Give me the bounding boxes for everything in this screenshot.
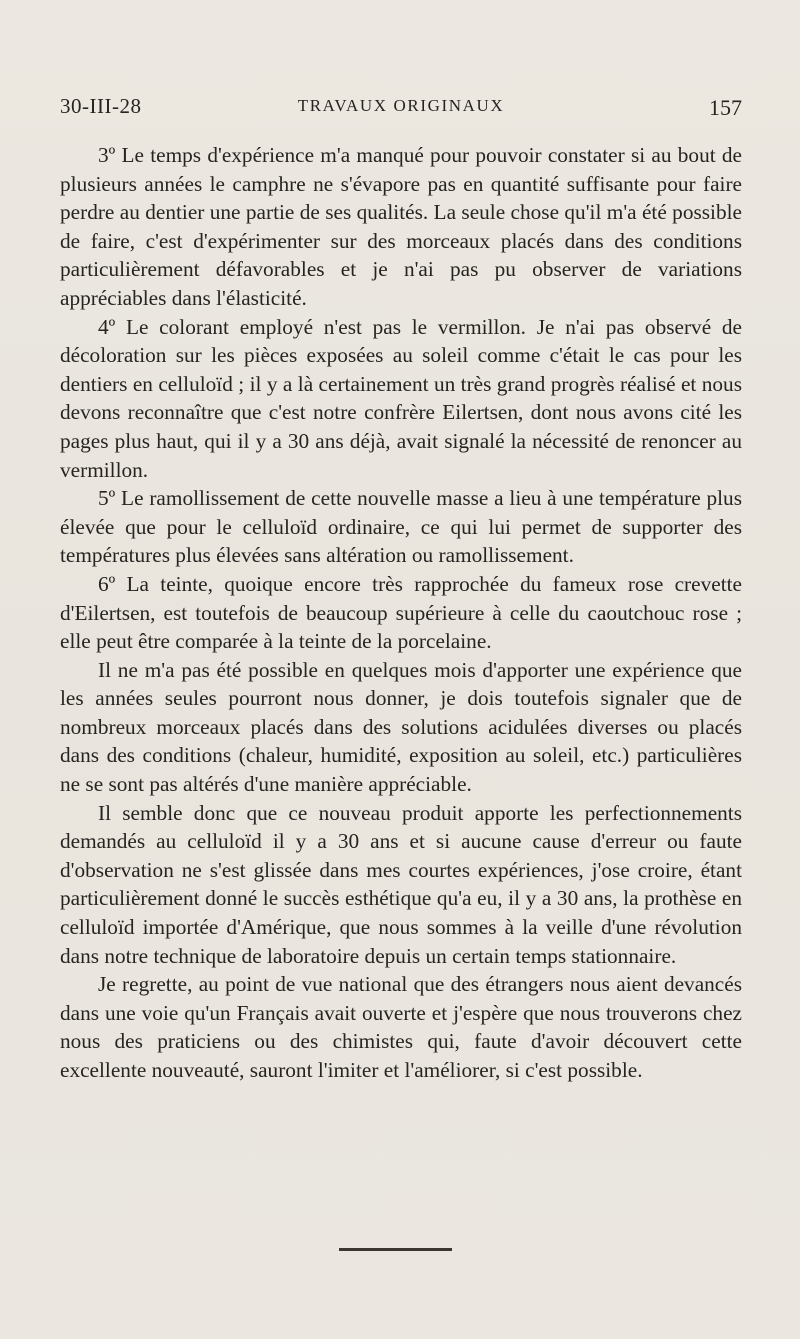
paragraph-point-3: 3º Le temps d'expérience m'a manqué pour pouvoir constater si au bout de plusieurs années le camphre ne s'évapore pas en quantité suffisante pour faire perdre au dentier une partie de ses qualités. La seule chose qu'il m'a été possible de faire, c'est d'expérimenter sur des morceaux placés dans des conditions particulièrement défavorables et je n'ai pas pu observer de variations appréciables dans l'élasticité. xyxy=(60,143,742,310)
paragraph-point-4: 4º Le colorant employé n'est pas le vermillon. Je n'ai pas observé de décoloration sur les pièces exposées au soleil comme c'était le cas pour les dentiers en celluloïd ; il y a là certainement un très grand progrès réalisé et nous devons reconnaître que c'est notre confrère Eilertsen, dont nous avons cité les pages plus haut, qui il y a 30 ans déjà, avait signalé la nécessité de renoncer au vermillon. xyxy=(60,314,742,482)
issue-date: 30-III-28 xyxy=(60,94,142,118)
end-rule xyxy=(339,1248,452,1251)
section-title: TRAVAUX ORIGINAUX xyxy=(297,96,505,115)
paragraph-point-5: 5º Le ramollissement de cette nouvelle masse a lieu à une température plus élevée que pour le celluloïd ordinaire, ce qui lui permet de supporter des températures plus élevées sans altération ou ramollissement. xyxy=(60,486,742,568)
paragraph-regret: Je regrette, au point de vue national que des étrangers nous aient devancés dans une voie qu'un Français avait ouverte et j'espère que nous trouverons chez nous des praticiens ou des chimistes qui, faute d'avoir découvert cette excellente nouveauté, sauront l'imiter et l'améliorer, si c'est possible. xyxy=(60,972,742,1082)
running-head xyxy=(60,94,742,124)
paragraph-conclusion: Il semble donc que ce nouveau produit apporte les perfectionnements demandés au celluloïd il y a 30 ans et si aucune cause d'erreur ou faute d'observation ne s'est glissée dans mes courtes expériences, j'ose croire, étant particulièrement donné le succès esthétique qu'a eu, il y a 30 ans, la prothèse en celluloïd importée d'Amérique, que nous sommes à la veille d'une révolution dans notre technique de laboratoire depuis un certain temps stationnaire. xyxy=(60,800,742,968)
article-body xyxy=(60,141,742,1085)
paragraph-point-6: 6º La teinte, quoique encore très rapprochée du fameux rose crevette d'Eilertsen, est toutefois de beaucoup supérieure à celle du caoutchouc rose ; elle peut être comparée à la teinte de la porcelaine. xyxy=(60,571,742,654)
page-number: 157 xyxy=(709,95,742,120)
paragraph-experience: Il ne m'a pas été possible en quelques mois d'apporter une expérience que les années seules pourront nous donner, je dois toutefois signaler que de nombreux morceaux placés dans des solutions acidulées diverses ou placés dans des conditions (chaleur, humidité, exposition au soleil, etc.) particulières ne se sont pas altérés d'une manière appréciable. xyxy=(60,657,742,797)
